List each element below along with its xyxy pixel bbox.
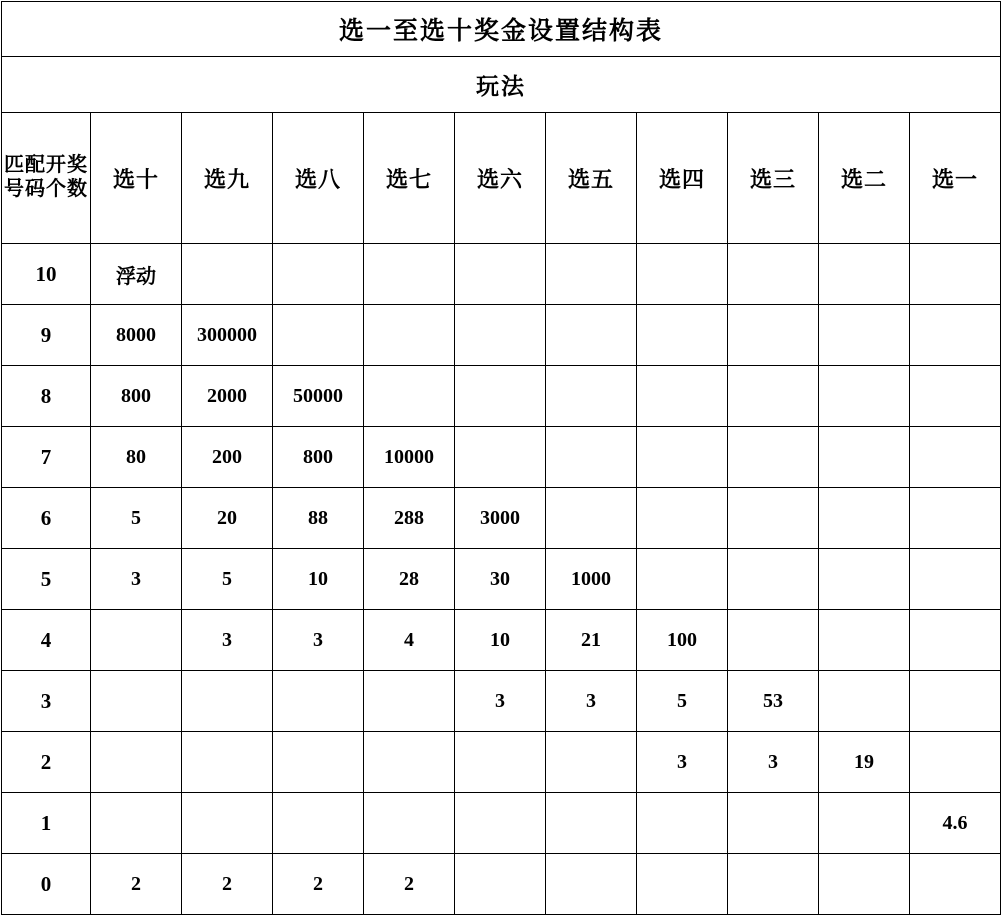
cell-4-1: 20: [182, 488, 273, 549]
table-row: [2, 549, 1001, 610]
cell-6-0: [91, 610, 182, 671]
column-header-1: 选九: [182, 113, 273, 244]
table-row: [2, 244, 1001, 305]
cell-7-6: 5: [637, 671, 728, 732]
cell-9-1: [182, 793, 273, 854]
cell-0-4: [455, 244, 546, 305]
column-header-7: 选三: [728, 113, 819, 244]
table-row: [2, 427, 1001, 488]
column-header-3: 选七: [364, 113, 455, 244]
cell-7-8: [819, 671, 910, 732]
cell-1-8: [819, 305, 910, 366]
row-header-6: 4: [2, 610, 91, 671]
document-page: [0, 1, 1002, 920]
cell-0-3: [364, 244, 455, 305]
cell-4-7: [728, 488, 819, 549]
cell-4-6: [637, 488, 728, 549]
corner-header-match-count: 匹配开奖号码个数: [2, 113, 91, 244]
column-header-0: 选十: [91, 113, 182, 244]
table-body: [2, 2, 1001, 915]
cell-7-3: [364, 671, 455, 732]
cell-0-9: [910, 244, 1001, 305]
table-row: [2, 671, 1001, 732]
row-header-8: 2: [2, 732, 91, 793]
cell-4-2: 88: [273, 488, 364, 549]
cell-9-9: 4.6: [910, 793, 1001, 854]
cell-8-6: 3: [637, 732, 728, 793]
cell-6-1: 3: [182, 610, 273, 671]
cell-5-4: 30: [455, 549, 546, 610]
row-header-10: 0: [2, 854, 91, 915]
cell-10-7: [728, 854, 819, 915]
cell-1-7: [728, 305, 819, 366]
cell-7-1: [182, 671, 273, 732]
cell-3-7: [728, 427, 819, 488]
cell-10-9: [910, 854, 1001, 915]
column-header-9: 选一: [910, 113, 1001, 244]
cell-6-7: [728, 610, 819, 671]
cell-2-4: [455, 366, 546, 427]
cell-9-6: [637, 793, 728, 854]
row-header-4: 6: [2, 488, 91, 549]
cell-4-5: [546, 488, 637, 549]
table-row: [2, 488, 1001, 549]
cell-7-7: 53: [728, 671, 819, 732]
cell-6-6: 100: [637, 610, 728, 671]
cell-9-5: [546, 793, 637, 854]
cell-5-3: 28: [364, 549, 455, 610]
cell-6-3: 4: [364, 610, 455, 671]
cell-4-8: [819, 488, 910, 549]
table-row: [2, 366, 1001, 427]
cell-0-8: [819, 244, 910, 305]
table-row: [2, 305, 1001, 366]
cell-5-6: [637, 549, 728, 610]
cell-2-6: [637, 366, 728, 427]
cell-5-1: 5: [182, 549, 273, 610]
cell-4-3: 288: [364, 488, 455, 549]
cell-5-7: [728, 549, 819, 610]
title-row: [2, 2, 1001, 57]
cell-10-0: 2: [91, 854, 182, 915]
cell-0-7: [728, 244, 819, 305]
cell-8-3: [364, 732, 455, 793]
column-header-row: [2, 113, 1001, 244]
table-row: [2, 610, 1001, 671]
cell-9-2: [273, 793, 364, 854]
cell-3-3: 10000: [364, 427, 455, 488]
cell-0-0: 浮动: [91, 244, 182, 305]
cell-3-0: 80: [91, 427, 182, 488]
cell-1-9: [910, 305, 1001, 366]
row-header-2: 8: [2, 366, 91, 427]
cell-5-5: 1000: [546, 549, 637, 610]
cell-3-8: [819, 427, 910, 488]
cell-10-3: 2: [364, 854, 455, 915]
table-row: [2, 793, 1001, 854]
row-header-0: 10: [2, 244, 91, 305]
cell-1-5: [546, 305, 637, 366]
cell-7-4: 3: [455, 671, 546, 732]
group-header-row: [2, 57, 1001, 113]
cell-1-0: 8000: [91, 305, 182, 366]
cell-9-0: [91, 793, 182, 854]
cell-10-8: [819, 854, 910, 915]
cell-0-6: [637, 244, 728, 305]
cell-2-2: 50000: [273, 366, 364, 427]
cell-6-8: [819, 610, 910, 671]
cell-3-5: [546, 427, 637, 488]
cell-2-0: 800: [91, 366, 182, 427]
row-header-5: 5: [2, 549, 91, 610]
cell-7-2: [273, 671, 364, 732]
cell-2-8: [819, 366, 910, 427]
cell-2-3: [364, 366, 455, 427]
cell-10-4: [455, 854, 546, 915]
cell-8-1: [182, 732, 273, 793]
cell-3-4: [455, 427, 546, 488]
cell-8-8: 19: [819, 732, 910, 793]
table-title: 选一至选十奖金设置结构表: [2, 2, 1001, 57]
cell-2-9: [910, 366, 1001, 427]
cell-1-3: [364, 305, 455, 366]
cell-6-5: 21: [546, 610, 637, 671]
cell-5-0: 3: [91, 549, 182, 610]
prize-structure-table: [1, 1, 1001, 915]
cell-8-9: [910, 732, 1001, 793]
cell-9-7: [728, 793, 819, 854]
cell-9-8: [819, 793, 910, 854]
cell-10-1: 2: [182, 854, 273, 915]
column-header-6: 选四: [637, 113, 728, 244]
cell-8-7: 3: [728, 732, 819, 793]
cell-7-5: 3: [546, 671, 637, 732]
cell-2-7: [728, 366, 819, 427]
cell-1-1: 300000: [182, 305, 273, 366]
column-header-4: 选六: [455, 113, 546, 244]
cell-5-2: 10: [273, 549, 364, 610]
cell-3-2: 800: [273, 427, 364, 488]
cell-4-4: 3000: [455, 488, 546, 549]
cell-6-2: 3: [273, 610, 364, 671]
cell-3-6: [637, 427, 728, 488]
table-row: [2, 732, 1001, 793]
cell-3-1: 200: [182, 427, 273, 488]
row-header-7: 3: [2, 671, 91, 732]
cell-9-3: [364, 793, 455, 854]
cell-7-0: [91, 671, 182, 732]
row-header-9: 1: [2, 793, 91, 854]
cell-10-6: [637, 854, 728, 915]
cell-8-2: [273, 732, 364, 793]
column-header-8: 选二: [819, 113, 910, 244]
cell-5-8: [819, 549, 910, 610]
row-header-3: 7: [2, 427, 91, 488]
cell-2-5: [546, 366, 637, 427]
column-header-5: 选五: [546, 113, 637, 244]
cell-5-9: [910, 549, 1001, 610]
cell-4-9: [910, 488, 1001, 549]
cell-6-9: [910, 610, 1001, 671]
column-header-2: 选八: [273, 113, 364, 244]
cell-4-0: 5: [91, 488, 182, 549]
cell-8-5: [546, 732, 637, 793]
cell-8-0: [91, 732, 182, 793]
cell-0-5: [546, 244, 637, 305]
cell-7-9: [910, 671, 1001, 732]
cell-0-1: [182, 244, 273, 305]
cell-1-4: [455, 305, 546, 366]
group-header-playtype: 玩法: [2, 57, 1001, 113]
table-row: [2, 854, 1001, 915]
row-header-1: 9: [2, 305, 91, 366]
cell-9-4: [455, 793, 546, 854]
cell-6-4: 10: [455, 610, 546, 671]
cell-10-5: [546, 854, 637, 915]
cell-3-9: [910, 427, 1001, 488]
cell-10-2: 2: [273, 854, 364, 915]
cell-0-2: [273, 244, 364, 305]
cell-1-2: [273, 305, 364, 366]
cell-8-4: [455, 732, 546, 793]
cell-2-1: 2000: [182, 366, 273, 427]
cell-1-6: [637, 305, 728, 366]
